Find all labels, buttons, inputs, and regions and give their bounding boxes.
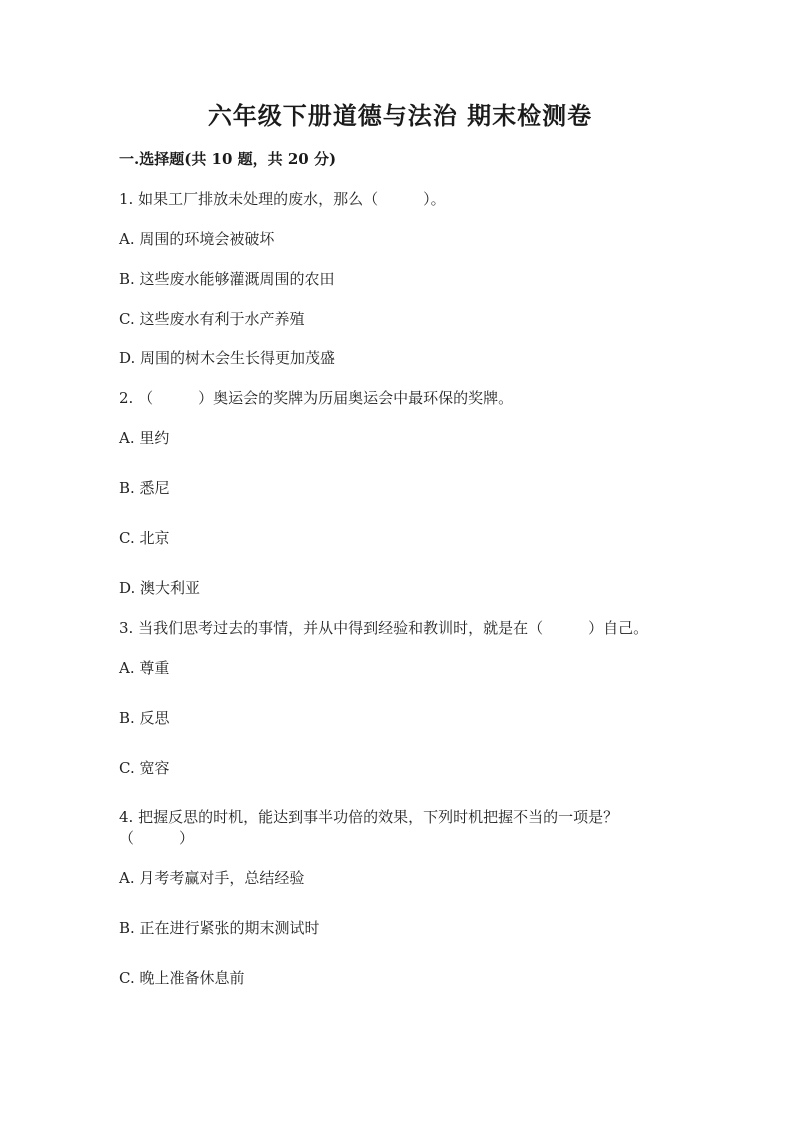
question-2-option-a: A. 里约 [119,429,170,447]
question-2-option-c: C. 北京 [119,529,170,547]
page-title: 六年级下册道德与法治 期末检测卷 [207,101,593,130]
question-1-option-d: D. 周围的树木会生长得更加茂盛 [119,349,336,367]
question-4-stem-line-1: 4. 把握反思的时机，能达到事半功倍的效果，下列时机把握不当的一项是？ [119,808,619,826]
question-1-option-a: A. 周围的环境会被破坏 [119,230,275,248]
question-4-option-b: B. 正在进行紧张的期末测试时 [119,919,320,937]
question-3-option-b: B. 反思 [119,709,170,727]
question-1-stem: 1. 如果工厂排放未处理的废水，那么（ ）。 [119,190,446,208]
section-heading: 一.选择题(共 10 题，共 20 分) [119,150,337,168]
question-2-stem: 2. （ ）奥运会的奖牌为历届奥运会中最环保的奖牌。 [119,389,514,407]
question-2-option-b: B. 悉尼 [119,479,170,497]
question-1-option-c: C. 这些废水有利于水产养殖 [119,310,305,328]
question-3-option-c: C. 宽容 [119,759,170,777]
question-1-option-b: B. 这些废水能够灌溉周围的农田 [119,270,335,288]
question-4-option-a: A. 月考考赢对手，总结经验 [119,869,305,887]
question-2-option-d: D. 澳大利亚 [119,579,201,597]
question-4-option-c: C. 晚上准备休息前 [119,969,245,987]
question-4-stem-line-2: （ ） [119,829,195,847]
question-3-option-a: A. 尊重 [119,659,170,677]
question-3-stem: 3. 当我们思考过去的事情，并从中得到经验和教训时，就是在（ ）自己。 [119,619,649,637]
